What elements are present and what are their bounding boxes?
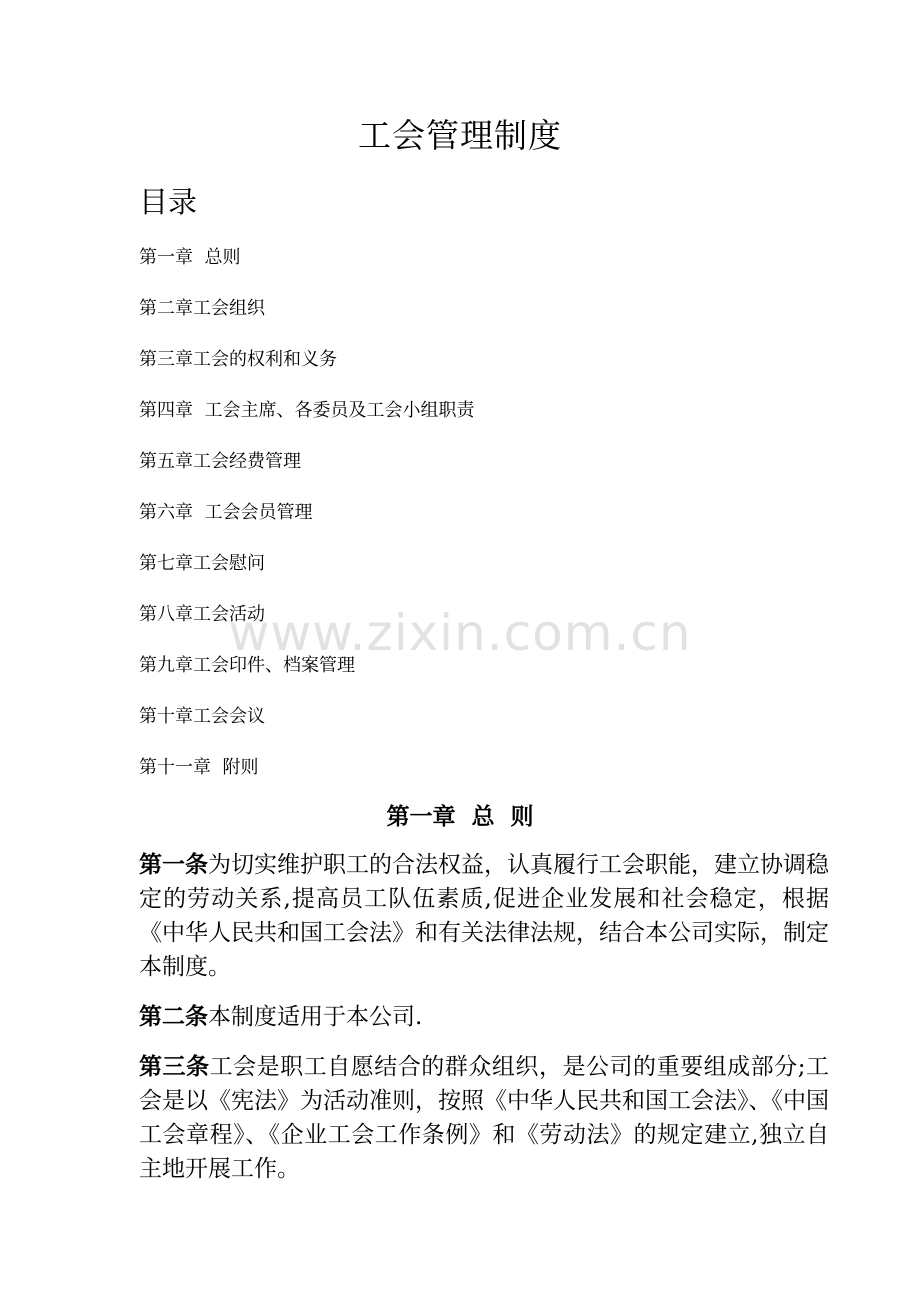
article-1 [139,848,829,984]
toc-item-chapter-2[interactable]: 第二章工会组织 [139,298,265,319]
article-label: 第三条 [139,1054,210,1080]
chapter-heading: 第一章 总 则 [386,803,534,830]
toc-item-chapter-9[interactable]: 第九章工会印件、档案管理 [139,655,355,676]
toc-item-chapter-10[interactable]: 第十章工会会议 [139,706,265,727]
toc-item-chapter-11[interactable]: 第十一章 附则 [139,757,259,778]
article-text: 为切实维护职工的合法权益，认真履行工会职能，建立协调稳定的劳动关系,提高员工队伍素质,促进企业发展和社会稳定，根据《中华人民共和国工会法》和有关法律法规，结合本公司实际，制定本制度。 [139,852,829,980]
article-2 [139,1000,829,1034]
article-text: 工会是职工自愿结合的群众组织，是公司的重要组成部分;工会是以《宪法》为活动准则，按照《中华人民共和国工会法》、《中国工会章程》、《企业工会工作条例》和《劳动法》的规定建立,独立自主地开展工作。 [139,1054,829,1182]
toc-item-chapter-4[interactable]: 第四章 工会主席、各委员及工会小组职责 [139,400,475,421]
toc-item-chapter-3[interactable]: 第三章工会的权利和义务 [139,349,337,370]
chapter-body [139,848,829,1202]
watermark: www.zixin.com.cn [228,604,692,662]
table-of-contents [139,244,474,805]
toc-item-chapter-5[interactable]: 第五章工会经费管理 [139,451,301,472]
article-3 [139,1050,829,1186]
toc-item-chapter-8[interactable]: 第八章工会活动 [139,604,265,625]
article-text: 本制度适用于本公司. [208,1004,423,1030]
article-label: 第二条 [139,1004,208,1030]
toc-item-chapter-1[interactable]: 第一章 总则 [139,247,241,268]
article-label: 第一条 [139,852,208,878]
toc-item-chapter-6[interactable]: 第六章 工会会员管理 [139,502,313,523]
toc-heading: 目录 [139,185,198,219]
toc-item-chapter-7[interactable]: 第七章工会慰问 [139,553,265,574]
document-title: 工会管理制度 [358,116,562,155]
